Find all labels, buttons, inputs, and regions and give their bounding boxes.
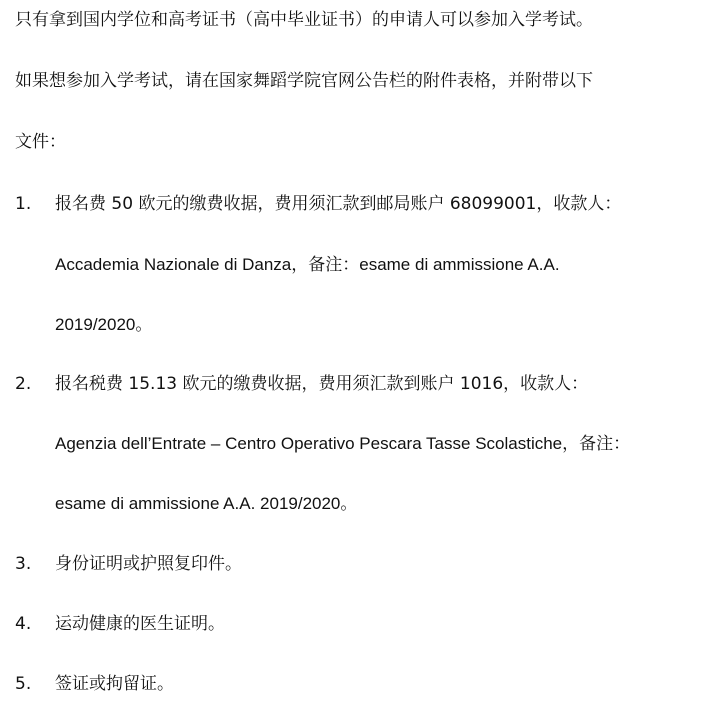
list-item-2-line-3: esame di ammissione A.A. 2019/2020。 [55,494,358,513]
list-item-1-line-2: Accademia Nazionale di Danza，备注：esame di ammissione A.A. [55,255,560,274]
list-item-5-line-1: 签证或拘留证。 [55,674,174,694]
intro-line-1: 只有拿到国内学位和高考证书（高中毕业证书）的申请人可以参加入学考试。 [15,10,593,30]
intro-line-2: 如果想参加入学考试，请在国家舞蹈学院官网公告栏的附件表格，并附带以下 [15,71,593,91]
list-item-4-line-1: 运动健康的医生证明。 [55,614,225,634]
list-item-5-number: 5. [15,674,32,694]
list-item-2-number: 2. [15,374,32,394]
intro-line-3: 文件： [15,132,66,152]
list-item-2-line-1: 报名税费 15.13 欧元的缴费收据，费用须汇款到账户 1016，收款人： [55,374,589,394]
list-item-4-number: 4. [15,614,32,634]
list-item-3-line-1: 身份证明或护照复印件。 [55,554,242,574]
list-item-3-number: 3. [15,554,32,574]
list-item-1-number: 1. [15,194,32,214]
list-item-1-line-3: 2019/2020。 [55,315,153,334]
list-item-2-line-2: Agenzia dell’Entrate – Centro Operativo Pescara Tasse Scolastiche，备注： [55,434,631,453]
list-item-1-line-1: 报名费 50 欧元的缴费收据，费用须汇款到邮局账户 68099001，收款人： [55,194,622,214]
